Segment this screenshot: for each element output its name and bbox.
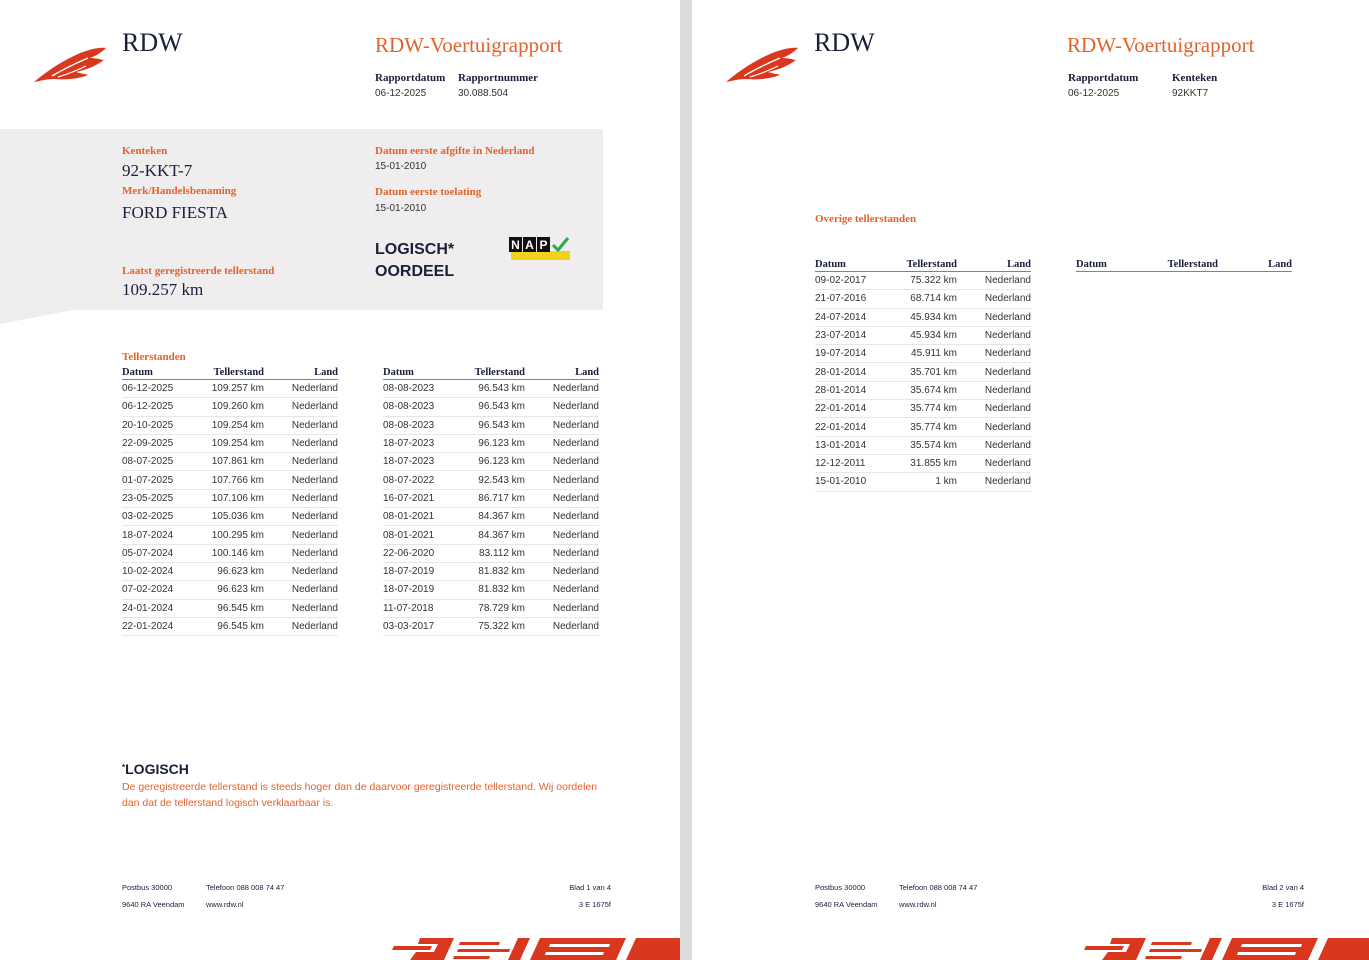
cell-tellerstand: 96.543 km: [478, 383, 525, 395]
cell-datum: 15-01-2010: [815, 476, 867, 488]
cell-tellerstand: 96.543 km: [478, 401, 525, 413]
cell-datum: 06-12-2025: [122, 383, 174, 395]
footer-postbus: Postbus 30000: [815, 883, 866, 892]
header-land: Land: [1268, 259, 1292, 270]
table-row: [122, 581, 338, 599]
cell-datum: 24-01-2024: [122, 602, 174, 614]
table-row: [122, 435, 338, 453]
nap-letter-n: N: [511, 238, 520, 252]
cell-tellerstand: 68.714 km: [910, 293, 957, 305]
footer-code: 3 E 1675f: [1271, 900, 1304, 909]
cell-tellerstand: 96.543 km: [478, 419, 525, 431]
cell-land: Nederland: [552, 621, 599, 632]
footnote-mark: *: [122, 763, 126, 772]
header-land: Land: [575, 367, 599, 378]
cell-land: Nederland: [291, 456, 338, 468]
cell-land: Nederland: [984, 403, 1031, 415]
footer-blad: Blad 1 van 4: [569, 883, 611, 892]
table-header: [122, 366, 338, 380]
cell-land: Nederland: [552, 584, 599, 596]
cell-tellerstand: 92.543 km: [478, 474, 525, 486]
table-row: [815, 363, 1031, 381]
report-title: RDW-Voertuigrapport: [1067, 33, 1255, 57]
cell-datum: 16-07-2021: [383, 492, 435, 504]
table-row: [383, 453, 599, 471]
cell-land: Nederland: [291, 419, 338, 431]
cell-tellerstand: 109.260 km: [211, 401, 264, 413]
cell-land: Nederland: [291, 474, 338, 486]
cell-datum: 03-02-2025: [122, 511, 174, 523]
cell-datum: 06-12-2025: [122, 401, 174, 413]
cell-land: Nederland: [552, 474, 599, 486]
cell-tellerstand: 107.766 km: [211, 474, 264, 486]
laatst-label: Laatst geregistreerde tellerstand: [122, 265, 275, 277]
cell-tellerstand: 96.123 km: [478, 456, 525, 468]
cell-tellerstand: 96.623 km: [217, 584, 264, 596]
cell-land: Nederland: [291, 621, 338, 632]
cell-datum: 03-03-2017: [383, 621, 435, 632]
footer-adres: 9640 RA Veendam: [815, 900, 878, 909]
cell-land: Nederland: [984, 476, 1031, 488]
cell-tellerstand: 96.545 km: [217, 621, 264, 632]
table-row: [122, 600, 338, 618]
cell-datum: 08-01-2021: [383, 529, 435, 541]
cell-land: Nederland: [291, 584, 338, 596]
table-row: [383, 600, 599, 618]
rapportnummer-label: Rapportnummer: [458, 72, 539, 84]
cell-tellerstand: 109.254 km: [211, 438, 264, 450]
rapportdatum-label: Rapportdatum: [375, 72, 446, 84]
cell-datum: 05-07-2024: [122, 547, 174, 559]
cell-tellerstand: 81.832 km: [478, 566, 525, 578]
rapportdatum-label: Rapportdatum: [1068, 72, 1139, 84]
table-row: [815, 345, 1031, 363]
header-tellerstand: Tellerstand: [906, 259, 957, 270]
report-page-1: [0, 0, 680, 960]
cell-datum: 09-02-2017: [815, 275, 867, 287]
cell-tellerstand: 78.729 km: [478, 602, 525, 614]
cell-land: Nederland: [291, 401, 338, 413]
header-datum: Datum: [1076, 259, 1107, 270]
table-row: [122, 471, 338, 489]
header-datum: Datum: [815, 259, 846, 270]
cell-land: Nederland: [552, 438, 599, 450]
cell-tellerstand: 75.322 km: [478, 621, 525, 632]
cell-datum: 22-06-2020: [383, 547, 435, 559]
table-row: [122, 508, 338, 526]
overige-table-right: [1076, 258, 1292, 272]
cell-land: Nederland: [291, 529, 338, 541]
footnote-title: [122, 761, 189, 777]
cell-datum: 23-05-2025: [122, 492, 174, 504]
cell-land: Nederland: [552, 547, 599, 559]
cell-land: Nederland: [552, 401, 599, 413]
cell-tellerstand: 35.774 km: [910, 421, 957, 433]
table-row: [815, 272, 1031, 290]
kenteken-value: 92-KKT-7: [122, 161, 193, 180]
table-row: [383, 563, 599, 581]
cell-tellerstand: 35.674 km: [910, 384, 957, 396]
oordeel-line1: LOGISCH*: [375, 241, 455, 258]
tellerstanden-table-right: [383, 366, 599, 636]
cell-land: Nederland: [984, 330, 1031, 342]
cell-datum: 18-07-2024: [122, 529, 174, 541]
table-row: [815, 418, 1031, 436]
cell-tellerstand: 45.934 km: [910, 311, 957, 323]
cell-land: Nederland: [984, 439, 1031, 451]
cell-datum: 08-07-2025: [122, 456, 174, 468]
cell-datum: 22-09-2025: [122, 438, 174, 450]
footer-telefoon: Telefoon 088 008 74 47: [899, 883, 978, 892]
cell-datum: 21-07-2016: [815, 293, 867, 305]
footer-blad: Blad 2 van 4: [1262, 883, 1304, 892]
report-title: RDW-Voertuigrapport: [375, 33, 563, 57]
cell-land: Nederland: [291, 566, 338, 578]
cell-land: Nederland: [984, 458, 1031, 470]
kenteken-value: 92KKT7: [1172, 88, 1209, 99]
table-row: [815, 437, 1031, 455]
table-row: [122, 417, 338, 435]
table-row: [815, 382, 1031, 400]
cell-tellerstand: 81.832 km: [478, 584, 525, 596]
cell-datum: 22-01-2014: [815, 403, 867, 415]
rdw-logo-icon: [32, 44, 108, 84]
cell-tellerstand: 109.254 km: [211, 419, 264, 431]
table-row: [383, 398, 599, 416]
cell-tellerstand: 45.934 km: [910, 330, 957, 342]
cell-datum: 13-01-2014: [815, 439, 867, 451]
table-header: [383, 366, 599, 380]
cell-land: Nederland: [291, 438, 338, 450]
decorative-stripes-icon: [390, 936, 680, 960]
cell-datum: 18-07-2019: [383, 584, 435, 596]
cell-land: Nederland: [552, 602, 599, 614]
cell-datum: 10-02-2024: [122, 566, 174, 578]
brand-name: RDW: [122, 28, 183, 57]
laatst-value: 109.257 km: [122, 280, 204, 299]
footer-web-link[interactable]: www.rdw.nl: [206, 900, 244, 909]
table-row: [383, 545, 599, 563]
cell-datum: 22-01-2014: [815, 421, 867, 433]
cell-land: Nederland: [552, 492, 599, 504]
cell-datum: 20-10-2025: [122, 419, 174, 431]
table-row: [815, 473, 1031, 491]
cell-land: Nederland: [552, 566, 599, 578]
cell-land: Nederland: [291, 602, 338, 614]
table-row: [122, 526, 338, 544]
cell-land: Nederland: [552, 456, 599, 468]
cell-tellerstand: 35.701 km: [910, 366, 957, 378]
cell-tellerstand: 75.322 km: [910, 275, 957, 287]
cell-tellerstand: 84.367 km: [478, 511, 525, 523]
nap-logo-icon: [509, 237, 570, 260]
cell-datum: 12-12-2011: [815, 458, 866, 470]
cell-datum: 08-08-2023: [383, 401, 435, 413]
header-tellerstand: Tellerstand: [213, 367, 264, 378]
rapportnummer-value: 30.088.504: [458, 88, 509, 99]
cell-datum: 24-07-2014: [815, 311, 867, 323]
cell-tellerstand: 109.257 km: [211, 383, 264, 395]
cell-datum: 08-08-2023: [383, 419, 435, 431]
cell-datum: 07-02-2024: [122, 584, 174, 596]
cell-land: Nederland: [984, 275, 1031, 287]
merk-value: FORD FIESTA: [122, 203, 228, 222]
rapportdatum-value: 06-12-2025: [375, 88, 427, 99]
table-row: [383, 471, 599, 489]
cell-datum: 08-01-2021: [383, 511, 435, 523]
table-row: [383, 417, 599, 435]
merk-label: Merk/Handelsbenaming: [122, 185, 237, 197]
cell-datum: 01-07-2025: [122, 474, 174, 486]
panel-notch: [0, 309, 78, 324]
table-row: [122, 453, 338, 471]
kenteken-label: Kenteken: [122, 145, 168, 157]
cell-tellerstand: 100.146 km: [211, 547, 264, 559]
nap-letter-p: P: [539, 238, 548, 252]
cell-tellerstand: 83.112 km: [479, 547, 525, 559]
table-row: [383, 490, 599, 508]
cell-datum: 11-07-2018: [383, 602, 434, 614]
cell-land: Nederland: [552, 529, 599, 541]
cell-tellerstand: 96.123 km: [478, 438, 525, 450]
footer-web-link[interactable]: www.rdw.nl: [899, 900, 937, 909]
table-row: [815, 455, 1031, 473]
table-row: [122, 490, 338, 508]
toelating-value: 15-01-2010: [375, 203, 427, 214]
cell-tellerstand: 45.911 km: [911, 348, 957, 360]
header-land: Land: [1007, 259, 1031, 270]
tellerstanden-title: Tellerstanden: [122, 351, 186, 363]
header-datum: Datum: [122, 367, 153, 378]
cell-land: Nederland: [552, 419, 599, 431]
table-row: [815, 290, 1031, 308]
cell-tellerstand: 105.036 km: [211, 511, 264, 523]
header-datum: Datum: [383, 367, 414, 378]
table-row: [122, 563, 338, 581]
cell-land: Nederland: [291, 383, 338, 395]
cell-datum: 08-07-2022: [383, 474, 435, 486]
cell-tellerstand: 1 km: [935, 476, 957, 488]
overige-tellerstanden-title: Overige tellerstanden: [815, 213, 917, 225]
overige-table-left: [815, 258, 1031, 492]
cell-tellerstand: 35.574 km: [910, 439, 957, 451]
cell-land: Nederland: [984, 384, 1031, 396]
table-row: [383, 508, 599, 526]
cell-tellerstand: 107.861 km: [211, 456, 264, 468]
cell-tellerstand: 107.106 km: [211, 492, 264, 504]
footnote-title-text: LOGISCH: [125, 761, 189, 777]
afgifte-label: Datum eerste afgifte in Nederland: [375, 145, 535, 157]
cell-tellerstand: 84.367 km: [478, 529, 525, 541]
cell-land: Nederland: [984, 293, 1031, 305]
tellerstanden-table-left: [122, 366, 338, 636]
cell-land: Nederland: [984, 421, 1031, 433]
cell-land: Nederland: [552, 383, 599, 395]
table-header: [1076, 258, 1292, 272]
cell-tellerstand: 86.717 km: [478, 492, 525, 504]
cell-datum: 18-07-2023: [383, 456, 435, 468]
cell-land: Nederland: [291, 511, 338, 523]
decorative-stripes-icon: [1082, 936, 1369, 960]
table-row: [383, 526, 599, 544]
rapportdatum-value: 06-12-2025: [1068, 88, 1120, 99]
cell-land: Nederland: [984, 366, 1031, 378]
table-row: [815, 309, 1031, 327]
rdw-logo-icon: [724, 44, 800, 84]
oordeel-verdict: [375, 239, 454, 283]
header-tellerstand: Tellerstand: [474, 367, 525, 378]
nap-letter-a: A: [525, 238, 534, 252]
table-row: [122, 545, 338, 563]
cell-land: Nederland: [552, 511, 599, 523]
table-row: [815, 400, 1031, 418]
cell-datum: 22-01-2024: [122, 621, 174, 632]
cell-tellerstand: 100.295 km: [211, 529, 264, 541]
cell-land: Nederland: [984, 348, 1031, 360]
cell-datum: 08-08-2023: [383, 383, 435, 395]
cell-tellerstand: 31.855 km: [910, 458, 957, 470]
cell-tellerstand: 35.774 km: [910, 403, 957, 415]
cell-tellerstand: 96.545 km: [217, 602, 264, 614]
afgifte-value: 15-01-2010: [375, 161, 427, 172]
table-row: [383, 435, 599, 453]
cell-land: Nederland: [291, 547, 338, 559]
cell-tellerstand: 96.623 km: [217, 566, 264, 578]
cell-datum: 18-07-2019: [383, 566, 435, 578]
table-row: [122, 618, 338, 636]
table-row: [383, 581, 599, 599]
table-rows: [383, 380, 599, 636]
cell-datum: 18-07-2023: [383, 438, 435, 450]
table-rows: [815, 272, 1031, 492]
cell-datum: 28-01-2014: [815, 366, 867, 378]
cell-datum: 19-07-2014: [815, 348, 867, 360]
footer-adres: 9640 RA Veendam: [122, 900, 185, 909]
cell-land: Nederland: [291, 492, 338, 504]
brand-name: RDW: [814, 28, 875, 57]
kenteken-label: Kenteken: [1172, 72, 1218, 84]
footer-code: 3 E 1675f: [578, 900, 611, 909]
cell-land: Nederland: [984, 311, 1031, 323]
header-tellerstand: Tellerstand: [1167, 259, 1218, 270]
table-rows: [122, 380, 338, 636]
table-row: [815, 327, 1031, 345]
header-land: Land: [314, 367, 338, 378]
table-row: [383, 618, 599, 636]
table-row: [122, 398, 338, 416]
footer-telefoon: Telefoon 088 008 74 47: [206, 883, 285, 892]
footnote-text: De geregistreerde tellerstand is steeds hoger dan de daarvoor geregistreerde tellerstand. Wij oordelen dan dat de tellerstand logisch verklaarbaar is.: [122, 781, 598, 809]
report-page-2: [692, 0, 1369, 960]
table-row: [383, 380, 599, 398]
toelating-label: Datum eerste toelating: [375, 186, 482, 198]
table-row: [122, 380, 338, 398]
oordeel-line2: OORDEEL: [375, 263, 455, 280]
table-header: [815, 258, 1031, 272]
cell-datum: 23-07-2014: [815, 330, 867, 342]
footer-postbus: Postbus 30000: [122, 883, 173, 892]
cell-datum: 28-01-2014: [815, 384, 867, 396]
